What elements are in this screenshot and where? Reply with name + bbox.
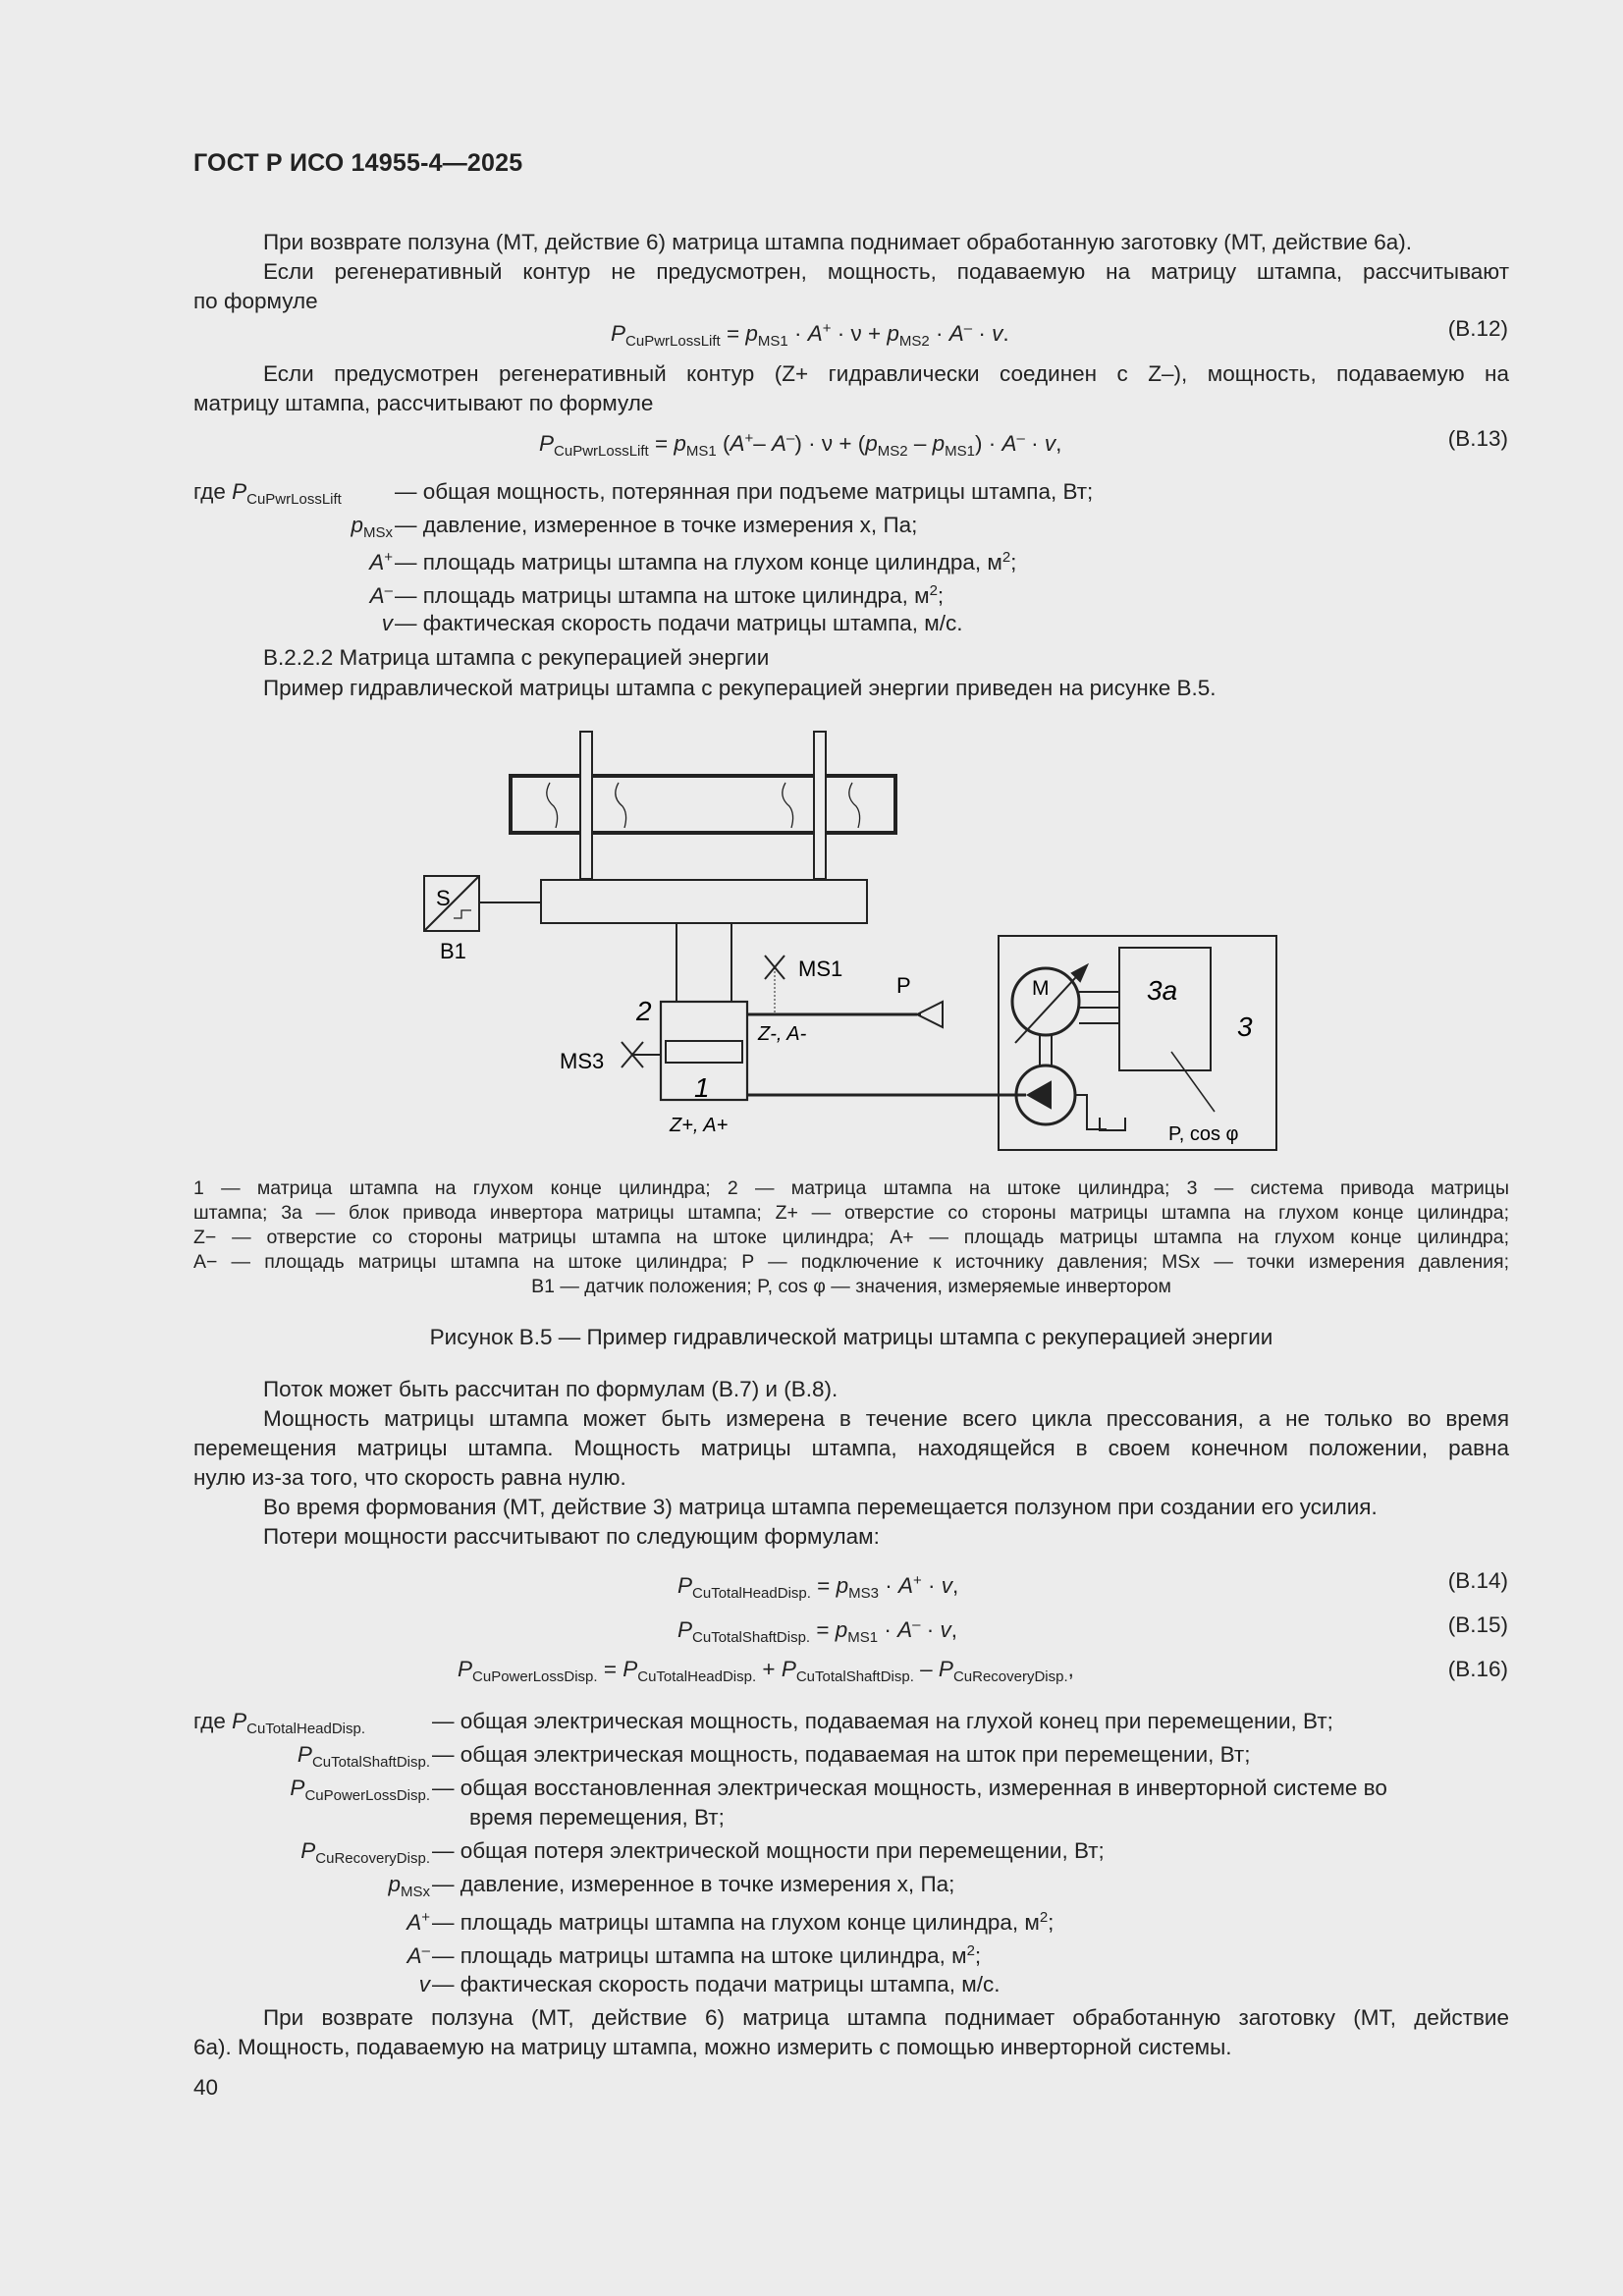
section-heading: B.2.2.2 Матрица штампа с рекуперацией энергии — [263, 645, 770, 670]
where-symbol: $P_{CuTotalShaftDisp.}$ — [297, 1742, 430, 1771]
legend-line: B1 — датчик положения; P, cos φ — значения, измеряемые инвертором — [531, 1276, 1171, 1297]
where-desc: — общая электрическая мощность, подаваемая на глухой конец при перемещении, Вт; — [432, 1709, 1333, 1733]
figure-label: M — [1032, 977, 1050, 1000]
paragraph-line: матрицу штампа, рассчитывают по формуле — [193, 391, 654, 415]
where-label: где $P_{CuPwrLossLift}$ — [193, 479, 342, 508]
figure-label: S — [436, 886, 451, 910]
where-symbol: v — [418, 1972, 430, 1996]
where-desc: — давление, измеренное в точке измерения x, Па; — [395, 513, 918, 537]
paragraph-line: 6а). Мощность, подаваемую на матрицу штампа, можно измерить с помощью инверторной системы. — [193, 2035, 1232, 2059]
figure-label: 3 — [1237, 1011, 1253, 1042]
where-desc: время перемещения, Вт; — [469, 1805, 725, 1830]
where-symbol: A– — [406, 1942, 430, 1968]
where-desc: — площадь матрицы штампа на штоке цилиндра, $м^2$; — [395, 582, 945, 608]
formula-b16: $P_{CuPowerLossDisp.} = P_{CuTotalHeadDisp.} + P_{CuTotalShaftDisp.} - P_{CuRecoveryDisp.}$, — [458, 1657, 1074, 1685]
paragraph-line: При возврате ползуна (МТ, действие 6) матрица штампа поднимает обработанную заготовку (МТ, действие — [263, 2005, 1509, 2030]
where-desc: — общая электрическая мощность, подаваемая на шток при перемещении, Вт; — [432, 1742, 1251, 1767]
where-desc: — фактическая скорость подачи матрицы штампа, м/с. — [432, 1972, 1001, 1996]
pin-left — [580, 732, 592, 879]
legend-line: A− — площадь матрицы штампа на штоке цилиндра; P — подключение к источнику давления; MSx — точки измерения давления; — [193, 1251, 1509, 1273]
figure-label: MS1 — [798, 957, 843, 981]
paragraph-line: нулю из-за того, что скорость равна нулю. — [193, 1465, 626, 1490]
figure-label: 3a — [1147, 975, 1178, 1006]
where-symbol: v — [381, 611, 393, 635]
figure-label: MS3 — [560, 1049, 605, 1073]
page-number: 40 — [193, 2075, 219, 2100]
formula-number: (B.12) — [1447, 316, 1508, 341]
figure-label: 2 — [636, 996, 652, 1026]
where-desc: — общая восстановленная электрическая мощность, измеренная в инверторной системе во — [432, 1776, 1387, 1800]
formula-number: (B.16) — [1447, 1657, 1508, 1681]
formula-number: (B.15) — [1447, 1613, 1508, 1637]
where-desc: — фактическая скорость подачи матрицы штампа, м/с. — [395, 611, 963, 635]
formula-number: (B.13) — [1447, 426, 1508, 451]
formula-b13: $P_{CuPwrLossLift} = p_{MS1}$ (A+– $A^-) \cdot \nu + (p_{MS2} - p_{MS1}) \cdot A^- \cdot v$, — [539, 430, 1062, 460]
cushion-plate — [541, 880, 867, 923]
where-symbol: $p_{MSx}$ — [388, 1872, 430, 1900]
paragraph-line: перемещения матрицы штампа. Мощность матрицы штампа, находящейся в своем конечном положении, равна — [193, 1436, 1509, 1460]
figure-title: Рисунок B.5 — Пример гидравлической матрицы штампа с рекуперацией энергии — [429, 1325, 1273, 1349]
legend-line: штампа; 3a — блок привода инвертора матрицы штампа; Z+ — отверстие со стороны матрицы штампа на глухом конце цилиндра; — [193, 1202, 1509, 1224]
where-desc: — общая потеря электрической мощности при перемещении, Вт; — [432, 1838, 1105, 1863]
where-desc: — площадь матрицы штампа на глухом конце цилиндра, $м^2$; — [395, 549, 1017, 574]
where-symbol: $p_{MSx}$ — [351, 513, 393, 541]
where-symbol: A+ — [369, 549, 393, 574]
paragraph-line: по формуле — [193, 289, 318, 313]
pin-right — [814, 732, 826, 879]
paragraph-line: Во время формования (МТ, действие 3) матрица штампа перемещается ползуном при создании его усилия. — [263, 1495, 1378, 1519]
formula-b15: $P_{CuTotalShaftDisp.} = p_{MS1} \cdot A^- \cdot v$, — [677, 1616, 957, 1646]
paragraph-line: Если регенеративный контур не предусмотрен, мощность, подаваемую на матрицу штампа, рассчитывают — [263, 259, 1509, 284]
where-symbol: $P_{CuRecoveryDisp.}$ — [300, 1838, 430, 1867]
figure-label: B1 — [440, 939, 466, 963]
where-desc: — давление, измеренное в точке измерения x, Па; — [432, 1872, 955, 1896]
bolster-plate — [511, 776, 895, 833]
where-symbol: $P_{CuPowerLossDisp.}$ — [290, 1776, 430, 1804]
figure-legend — [193, 1176, 1509, 1299]
paragraph-line: Потери мощности рассчитывают по следующим формулам: — [263, 1524, 880, 1549]
hydraulic-die-cushion-diagram — [412, 722, 1296, 1164]
formula-b14: $P_{CuTotalHeadDisp.} = p_{MS3} \cdot A^+ \cdot v$, — [677, 1572, 959, 1602]
inverter-block — [1119, 948, 1211, 1070]
where-label: где $P_{CuTotalHeadDisp.}$ — [193, 1709, 366, 1737]
formula-number: (B.14) — [1447, 1568, 1508, 1593]
piston — [666, 1041, 742, 1063]
document-header: ГОСТ Р ИСО 14955-4—2025 — [193, 149, 523, 177]
figure-label: 1 — [694, 1072, 710, 1103]
where-desc: — общая мощность, потерянная при подъеме матрицы штампа, Вт; — [395, 479, 1094, 504]
figure-label: P, cos φ — [1168, 1123, 1239, 1145]
formula-b12: $P_{CuPwrLossLift} = p_{MS1} \cdot A^+ \cdot \nu + p_{MS2} \cdot A^- \cdot v$. — [611, 320, 1009, 350]
paragraph-line: Поток может быть рассчитан по формулам (B.7) и (B.8). — [263, 1377, 839, 1401]
paragraph-line: При возврате ползуна (МТ, действие 6) матрица штампа поднимает обработанную заготовку (МТ, действие 6а). — [263, 230, 1413, 254]
paragraph-line: Если предусмотрен регенеративный контур (Z+ гидравлически соединен с Z–), мощность, подаваемую на — [263, 361, 1509, 386]
where-desc: — площадь матрицы штампа на штоке цилиндра, $м^2$; — [432, 1942, 982, 1968]
figure-label: Z-, A- — [758, 1023, 807, 1045]
where-desc: — площадь матрицы штампа на глухом конце цилиндра, $м^2$; — [432, 1909, 1055, 1935]
legend-line: 1 — матрица штампа на глухом конце цилиндра; 2 — матрица штампа на штоке цилиндра; 3 — система привода матрицы — [193, 1177, 1509, 1199]
where-symbol: A+ — [406, 1909, 430, 1935]
piston-rod — [676, 923, 731, 1002]
paragraph-line: Пример гидравлической матрицы штампа с рекуперацией энергии приведен на рисунке B.5. — [263, 676, 1217, 700]
where-symbol: A– — [369, 582, 393, 608]
legend-line: Z− — отверстие со стороны матрицы штампа на штоке цилиндра; A+ — площадь матрицы штампа на глухом конце цилиндра; — [193, 1227, 1509, 1248]
figure-label: P — [896, 973, 911, 998]
paragraph-line: Мощность матрицы штампа может быть измерена в течение всего цикла прессования, а не только во время — [263, 1406, 1509, 1431]
figure-label: Z+, A+ — [670, 1115, 729, 1136]
